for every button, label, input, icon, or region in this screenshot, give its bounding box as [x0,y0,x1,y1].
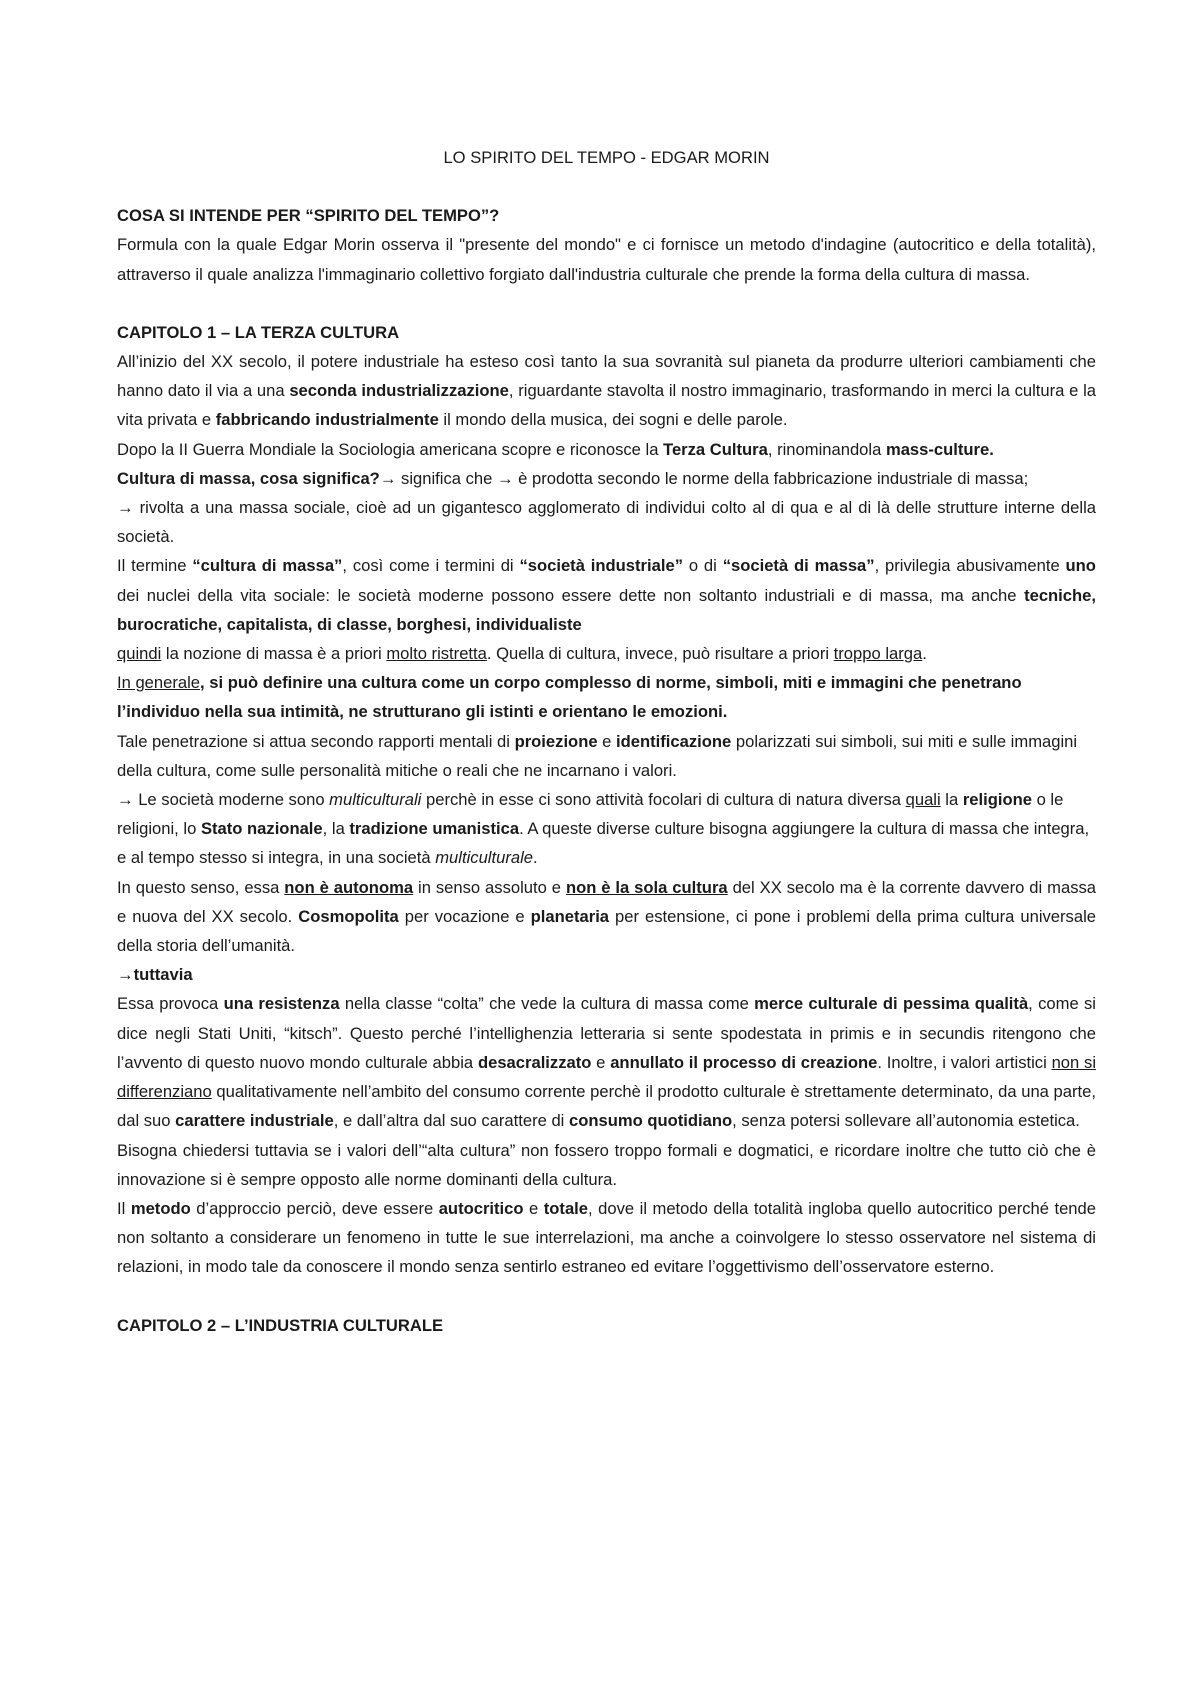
chapter-1-paragraph-7 [117,727,1096,785]
text-run: All’inizio del XX secolo, il potere industriale ha esteso così tanto la sua sovranità sul pianeta da produrre ulteriori cambiamenti che hanno dato il via a una [117,352,1096,401]
italic-run: multiculturale [435,848,533,868]
bold-run: Cosmopolita [298,906,399,926]
text-run: nella classe “colta” che vede la cultura di massa come [339,994,755,1014]
chapter-1-paragraph-4 [117,493,1096,551]
bold-run: Terza Cultura [663,439,768,459]
bold-run: fabbricando industrialmente [215,410,439,430]
bold-run: mass-culture. [885,439,994,459]
text-run: . Inoltre, i valori artistici [877,1052,1052,1072]
bold-run: desacralizzato [477,1052,592,1072]
text-run: Tale penetrazione si attua secondo rapporti mentali di [117,731,515,751]
chapter-1-paragraph-9 [117,873,1096,961]
bold-run: Stato nazionale [200,819,323,839]
text-run: o le religioni, lo [117,790,1064,839]
chapter-1-paragraph-8 [117,785,1096,873]
bold-run: tecniche, burocratiche, capitalista, di classe, borghesi, individualiste [117,585,1096,634]
text-run: per vocazione e [398,906,531,926]
document-body [117,143,1096,1340]
text-run: , rinominandola [767,439,886,459]
text-run: . Quella di cultura, invece, può risultare a priori [486,644,834,664]
text-run: e [591,1052,611,1072]
text-run: la nozione di massa è a priori [161,644,387,664]
text-run: il mondo della musica, dei sogni e delle parole. [438,410,788,430]
bold-run: metodo [130,1198,191,1218]
document-title: LO SPIRITO DEL TEMPO - EDGAR MORIN [443,148,770,167]
bold-run: proiezione [514,731,598,751]
chapter-1-paragraph-13 [117,1194,1096,1282]
bold-run: totale [543,1198,589,1218]
bold-run: Cultura di massa, cosa significa?→ [117,468,397,488]
bold-run: merce culturale di pessima qualità [754,994,1029,1014]
text-run: , riguardante stavolta il nostro immaginario, trasformando in merci la cultura e la vita privata e [117,381,1096,430]
underline-run: troppo larga [833,644,923,664]
bold-run: identificazione [616,731,732,751]
text-run: . [922,644,927,664]
text-run: in senso assoluto e [413,877,566,897]
bold-run: →tuttavia [117,965,193,985]
bold-run: autocritico [438,1198,524,1218]
bold-run: annullato il processo di creazione [610,1052,878,1072]
bold-run: planetaria [530,906,610,926]
italic-run: multiculturali [329,790,422,810]
text-run: In questo senso, essa [117,877,285,897]
bold-run: tradizione umanistica [349,819,520,839]
bold-run: , si può definire una cultura come un corpo complesso di norme, simboli, miti e immagini che penetrano l’individuo nella sua intimità, ne strutturano gli istinti e orientano le emozioni. [117,673,1022,722]
text-run: Il termine [117,556,193,576]
text-run: → rivolta a una massa sociale, cioè ad un gigantesco agglomerato di individui colto al di qua e al di là delle strutture interne della società. [117,498,1096,547]
bold-run [284,878,413,897]
text-run: Il [117,1198,131,1218]
text-run: dei nuclei della vita sociale: le società moderne possono essere dette non soltanto industriali e di massa, ma anche [117,585,1025,605]
text-run: e [597,731,617,751]
chapter-1-paragraph-2 [117,435,1096,464]
text-run: , privilegia abusivamente [874,556,1066,576]
bold-run: uno [1065,556,1096,576]
text-run: . A queste diverse culture bisogna aggiungere la cultura di massa che integra, e al tempo stesso si integra, in una società [117,819,1090,868]
chapter-1-paragraph-12 [117,1136,1096,1194]
text-run: Dopo la II Guerra Mondiale la Sociologia americana scopre e riconosce la [117,439,664,459]
chapter-1-paragraph-10 [117,960,1096,989]
bold-run: una resistenza [223,994,340,1014]
bold-run: religione [962,790,1032,810]
text-run: → Le società moderne sono [117,790,330,810]
bold-run: carattere industriale [175,1111,334,1131]
underline-run: non si differenziano [117,1052,1097,1102]
bold-run: consumo quotidiano [568,1111,733,1131]
bold-underline-run: non è autonoma [284,877,414,897]
underline-run: quindi [117,644,162,664]
text-run: o di [683,556,723,576]
text-run: , così come i termini di [342,556,520,576]
text-run: perchè in esse ci sono attività focolari di cultura di natura diversa [421,790,906,810]
text-run: Bisogna chiedersi tuttavia se i valori dell’“alta cultura” non fossero troppo formali e dogmatici, e ricordare inoltre che tutto ciò che è innovazione si è sempre opposto alle norme dominanti della cultura. [117,1140,1096,1189]
text-run: Essa provoca [117,994,224,1014]
text-run: per estensione, ci pone i problemi della prima cultura universale della storia dell’umanità. [117,906,1096,956]
chapter-1-paragraph-3 [117,464,1096,493]
text-run: d’approccio perciò, deve essere [190,1198,439,1218]
bold-run: “cultura di massa” [192,556,343,576]
underline-run: molto ristretta [386,644,487,664]
bold-run: seconda industrializzazione [289,381,509,401]
text-run: , la [322,819,350,839]
intro-heading: COSA SI INTENDE PER “SPIRITO DEL TEMPO”? [117,206,500,226]
text-run: significa che → è prodotta secondo le norme della fabbricazione industriale di massa; [396,468,1029,488]
chapter-1-paragraph-1 [117,347,1096,435]
text-run: del XX secolo ma è la corrente davvero di massa e nuova del XX secolo. [117,877,1097,926]
text-run: , come si dice negli Stati Uniti, “kitsch”. Questo perché l’intellighenzia letteraria si sente spodestata in primis e in secundis ritengono che l’avvento di questo nuovo mondo culturale abbia [117,994,1096,1072]
spacer [117,1282,1096,1311]
text-run: polarizzati sui simboli, sui miti e sulle immagini della cultura, come sulle personalità mitiche o reali che ne incarnano i valori. [117,731,1078,780]
text-run: , dove il metodo della totalità ingloba quello autocritico perché tende non soltanto a considerare un fenomeno in tutte le sue interrelazioni, ma anche a coinvolgere lo stesso osservatore nel sistema di relazioni, in modo tale da conoscere il mondo senza sentirlo estraneo ed evitare l’oggettivismo dell’osservatore esterno. [117,1198,1096,1277]
underline-run: In generale [117,673,201,693]
text-run: la [940,790,963,810]
text-run: qualitativamente nell’ambito del consumo corrente perchè il prodotto culturale è strettamente determinato, da una parte, dal suo [117,1082,1096,1131]
underline-run: quali [905,790,941,810]
chapter-1-heading: CAPITOLO 1 – LA TERZA CULTURA [117,322,400,342]
text-run: e [523,1198,544,1218]
text-run: . [533,848,538,868]
chapter-1-paragraph-5 [117,551,1096,668]
bold-run: “società industriale” [519,556,683,576]
chapter-1-paragraph-6 [117,668,1096,726]
text-run: , senza potersi sollevare all’autonomia estetica. [732,1111,1080,1131]
chapter-1-paragraph-11 [117,989,1096,1135]
spacer [117,289,1096,318]
chapter-2-heading: CAPITOLO 2 – L’INDUSTRIA CULTURALE [117,1315,444,1335]
bold-run: “società di massa” [722,556,875,576]
bold-run [566,878,728,897]
intro-paragraph: Formula con la quale Edgar Morin osserva il "presente del mondo" e ci fornisce un metodo d'indagine (autocritico e della totalità), attraverso il quale analizza l'immaginario collettivo forgiato dall'industria culturale che prende la forma della cultura di massa. [117,235,1096,284]
bold-underline-run: non è la sola cultura [565,877,728,897]
text-run: , e dall’altra dal suo carattere di [333,1111,569,1131]
